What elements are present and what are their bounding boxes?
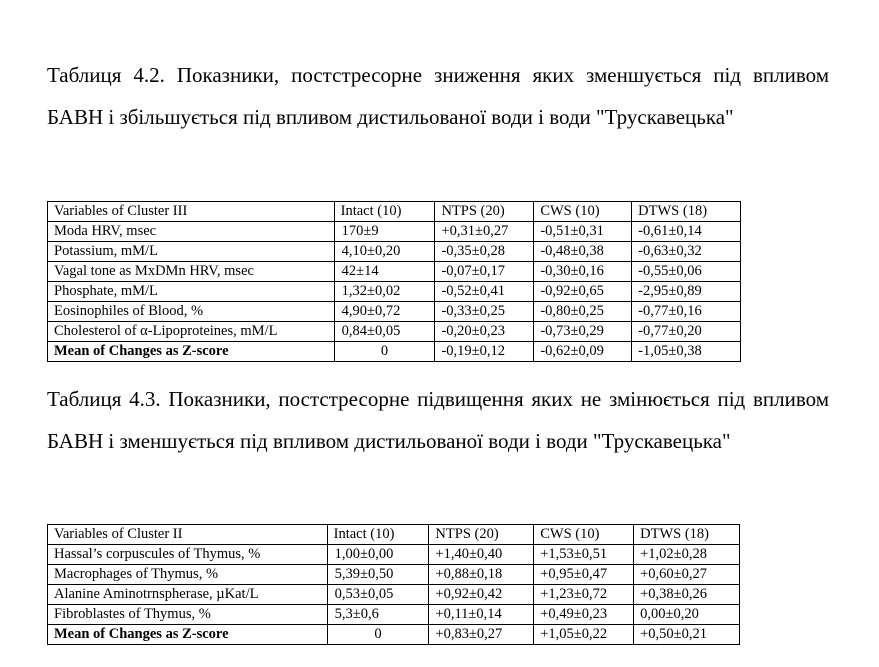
value-cell: +0,31±0,27 <box>435 222 534 242</box>
header-cell: Variables of Cluster III <box>48 202 335 222</box>
value-cell: 4,10±0,20 <box>334 242 435 262</box>
summary-row <box>48 625 740 645</box>
table-row <box>48 605 740 625</box>
table-row <box>48 302 741 322</box>
header-cell: CWS (10) <box>534 202 632 222</box>
header-cell: NTPS (20) <box>435 202 534 222</box>
table-row <box>48 545 740 565</box>
table-row <box>48 282 741 302</box>
value-cell: +0,11±0,14 <box>429 605 534 625</box>
variable-cell: Macrophages of Thymus, % <box>48 565 328 585</box>
value-cell: -0,51±0,31 <box>534 222 632 242</box>
value-cell: -0,19±0,12 <box>435 342 534 362</box>
variable-cell: Cholesterol of α-Lipoproteines, mM/L <box>48 322 335 342</box>
value-cell: +0,50±0,21 <box>634 625 740 645</box>
value-cell: -0,30±0,16 <box>534 262 632 282</box>
value-cell: -0,62±0,09 <box>534 342 632 362</box>
variable-cell: Phosphate, mM/L <box>48 282 335 302</box>
value-cell: 5,3±0,6 <box>327 605 429 625</box>
value-cell: +0,88±0,18 <box>429 565 534 585</box>
value-cell: -2,95±0,89 <box>632 282 741 302</box>
header-cell: CWS (10) <box>534 525 634 545</box>
table-header-row <box>48 202 741 222</box>
value-cell: -0,52±0,41 <box>435 282 534 302</box>
value-cell: -0,92±0,65 <box>534 282 632 302</box>
header-cell: Variables of Cluster II <box>48 525 328 545</box>
table-row <box>48 222 741 242</box>
value-cell: 1,00±0,00 <box>327 545 429 565</box>
value-cell: +0,95±0,47 <box>534 565 634 585</box>
value-cell: +0,60±0,27 <box>634 565 740 585</box>
table-row <box>48 322 741 342</box>
value-cell: 42±14 <box>334 262 435 282</box>
value-cell: +0,38±0,26 <box>634 585 740 605</box>
value-cell: 4,90±0,72 <box>334 302 435 322</box>
value-cell: 0 <box>327 625 429 645</box>
value-cell: 5,39±0,50 <box>327 565 429 585</box>
value-cell: 170±9 <box>334 222 435 242</box>
value-cell: +0,49±0,23 <box>534 605 634 625</box>
header-cell: Intact (10) <box>327 525 429 545</box>
variable-cell: Mean of Changes as Z-score <box>48 625 328 645</box>
value-cell: 0 <box>334 342 435 362</box>
value-cell: +0,92±0,42 <box>429 585 534 605</box>
variable-cell: Alanine Aminotrnspherase, µKat/L <box>48 585 328 605</box>
value-cell: -0,77±0,16 <box>632 302 741 322</box>
value-cell: -0,48±0,38 <box>534 242 632 262</box>
header-cell: Intact (10) <box>334 202 435 222</box>
variable-cell: Fibroblastes of Thymus, % <box>48 605 328 625</box>
value-cell: 0,84±0,05 <box>334 322 435 342</box>
value-cell: +1,40±0,40 <box>429 545 534 565</box>
value-cell: +1,05±0,22 <box>534 625 634 645</box>
variable-cell: Vagal tone as MxDMn HRV, msec <box>48 262 335 282</box>
value-cell: -0,63±0,32 <box>632 242 741 262</box>
value-cell: -0,80±0,25 <box>534 302 632 322</box>
value-cell: -0,61±0,14 <box>632 222 741 242</box>
value-cell: 0,00±0,20 <box>634 605 740 625</box>
summary-row <box>48 342 741 362</box>
value-cell: -0,55±0,06 <box>632 262 741 282</box>
value-cell: -0,20±0,23 <box>435 322 534 342</box>
value-cell: -0,77±0,20 <box>632 322 741 342</box>
variable-cell: Moda HRV, msec <box>48 222 335 242</box>
value-cell: 0,53±0,05 <box>327 585 429 605</box>
table-row <box>48 242 741 262</box>
cluster-iii-table <box>47 201 741 362</box>
variable-cell: Mean of Changes as Z-score <box>48 342 335 362</box>
header-cell: DTWS (18) <box>632 202 741 222</box>
variable-cell: Hassal’s corpuscules of Thymus, % <box>48 545 328 565</box>
variable-cell: Potassium, mM/L <box>48 242 335 262</box>
value-cell: +1,02±0,28 <box>634 545 740 565</box>
value-cell: +1,23±0,72 <box>534 585 634 605</box>
header-cell: DTWS (18) <box>634 525 740 545</box>
table-row <box>48 262 741 282</box>
value-cell: -0,35±0,28 <box>435 242 534 262</box>
table-row <box>48 565 740 585</box>
cluster-ii-table <box>47 524 740 645</box>
value-cell: -0,07±0,17 <box>435 262 534 282</box>
table-4-3-caption: Таблиця 4.3. Показники, постстресорне підвищення яких не змінюється під впливом БАВН і зменшується під впливом дистильованої води і води "Трускавецька" <box>47 387 829 453</box>
table-row <box>48 585 740 605</box>
value-cell: -0,73±0,29 <box>534 322 632 342</box>
value-cell: +1,53±0,51 <box>534 545 634 565</box>
variable-cell: Eosinophiles of Blood, % <box>48 302 335 322</box>
value-cell: 1,32±0,02 <box>334 282 435 302</box>
table-header-row <box>48 525 740 545</box>
value-cell: +0,83±0,27 <box>429 625 534 645</box>
value-cell: -0,33±0,25 <box>435 302 534 322</box>
table-4-2-caption: Таблиця 4.2. Показники, постстресорне зниження яких зменшується під впливом БАВН і збільшується під впливом дистильованої води і води "Трускавецька" <box>47 63 829 129</box>
value-cell: -1,05±0,38 <box>632 342 741 362</box>
header-cell: NTPS (20) <box>429 525 534 545</box>
